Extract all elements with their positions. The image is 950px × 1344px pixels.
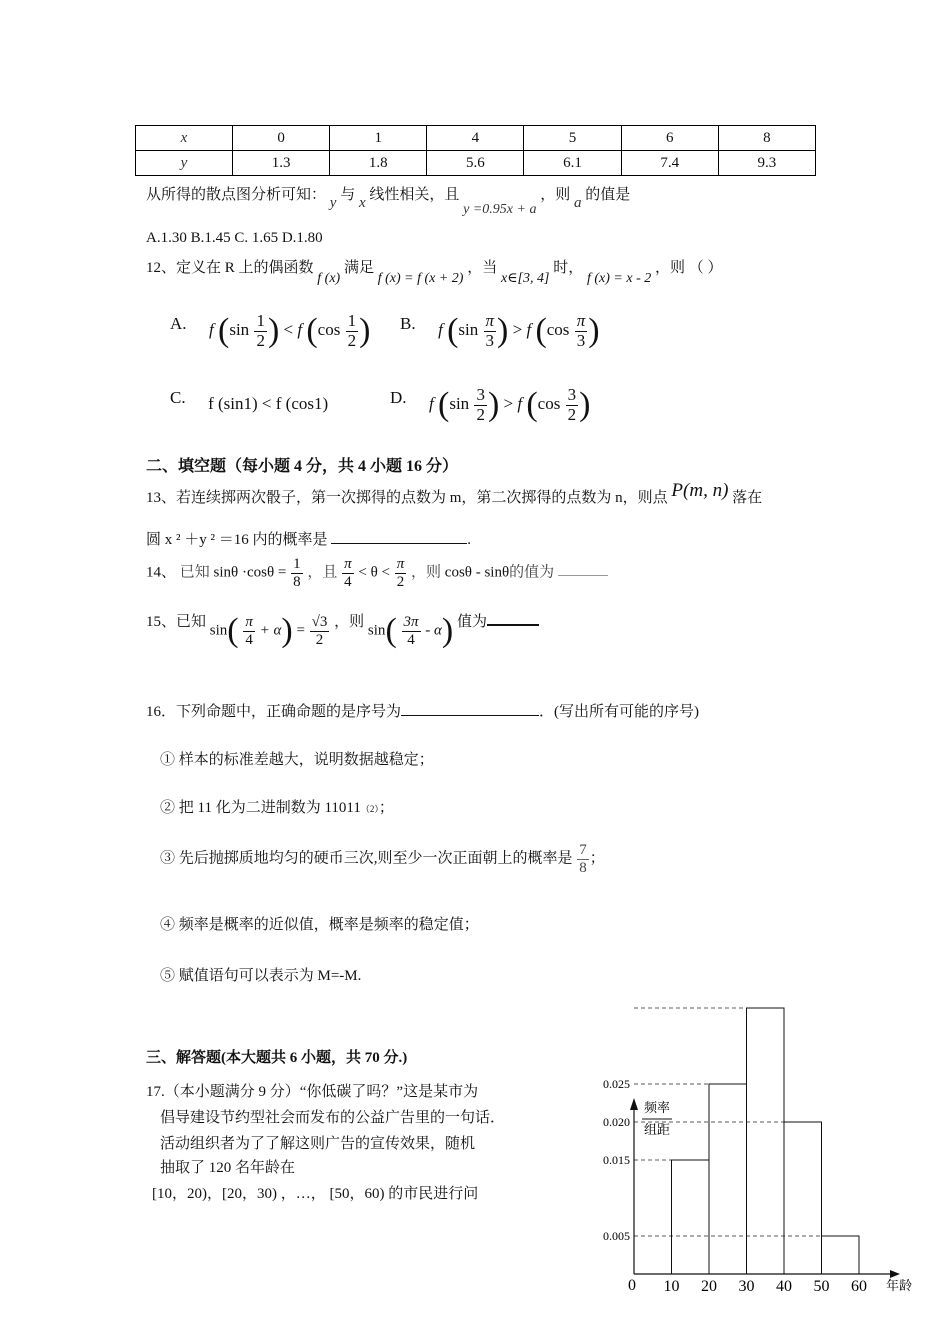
frac-den: 4 xyxy=(245,631,253,648)
math-op: > xyxy=(503,394,514,414)
var-x: x xyxy=(358,195,366,211)
math-op: > xyxy=(512,320,523,340)
table-cell: 6.1 xyxy=(524,151,621,176)
q14-text: 14、 xyxy=(146,564,177,581)
section-2-heading: 二、填空题（每小题 4 分，共 4 小题 16 分） xyxy=(146,458,459,475)
x-axis-label: 年龄 xyxy=(886,1278,913,1293)
x-tick-label: 40 xyxy=(776,1278,792,1295)
frac-den: 2 xyxy=(396,573,405,590)
regression-equation: y =0.95x + a xyxy=(463,202,537,217)
math-op: < xyxy=(283,320,294,340)
q13-text: 落在 xyxy=(732,490,763,506)
q11-text: 线性相关，且 xyxy=(369,187,460,203)
math-point: P(m, n) xyxy=(671,480,729,501)
subscript-base: （2） xyxy=(360,804,379,814)
math-f: f xyxy=(209,320,214,340)
table-row-x xyxy=(136,126,816,151)
q11-text: 从所得的散点图分析可知： xyxy=(146,187,327,203)
math-expression: < θ < xyxy=(358,564,390,581)
y-tick-label: 0.015 xyxy=(603,1153,630,1167)
option-label: D. xyxy=(390,388,407,408)
math-expression: + α xyxy=(259,622,282,639)
answer-blank[interactable] xyxy=(401,715,539,716)
frac-num: 3π xyxy=(403,614,419,630)
frac-den: 8 xyxy=(293,573,301,590)
frac-den: 2 xyxy=(347,330,357,350)
table-cell: 1.8 xyxy=(330,151,427,176)
table-cell: 9.3 xyxy=(718,151,815,176)
frac-den: 3 xyxy=(576,330,586,350)
x-tick-label: 50 xyxy=(813,1278,830,1295)
y-axis-label-top: 频率 xyxy=(644,1100,671,1115)
q15-text: ，则 xyxy=(334,614,365,631)
frequency-histogram xyxy=(590,1077,930,1310)
q15-text: 15、已知 xyxy=(146,614,207,631)
data-table xyxy=(135,125,816,176)
frac-den: 3 xyxy=(485,330,495,350)
q17-line-3: 活动组织者为了了解这则广告的宣传效果，随机 xyxy=(160,1136,476,1152)
answer-blank[interactable] xyxy=(558,575,608,576)
q13-line2: 圆 x ² ＋y ² ＝16 内的概率是 . xyxy=(146,532,471,548)
histogram-bar xyxy=(822,1236,860,1274)
math-condition: f (x) = x - 2 xyxy=(586,271,652,286)
frac-num: π xyxy=(396,556,405,572)
histogram-bar xyxy=(672,1160,710,1274)
q14-text: 的值为 xyxy=(509,564,555,581)
y-axis-label-bottom: 组距 xyxy=(644,1122,671,1137)
q11-text: 的值是 xyxy=(585,187,631,203)
frac-num: 3 xyxy=(567,385,577,404)
q12-statement xyxy=(146,256,723,286)
q17-line-2: 倡导建设节约型社会而发布的公益广告里的一句话． xyxy=(160,1110,506,1126)
table-cell: 8 xyxy=(718,126,815,151)
q16-item-1: ① 样本的标准差越大，说明数据越稳定； xyxy=(160,752,434,768)
frac-num: π xyxy=(245,614,253,630)
math-f: f xyxy=(438,320,443,340)
math-fx: f (x) xyxy=(317,271,341,286)
table-row-y xyxy=(136,151,816,176)
frac-num: 1 xyxy=(256,311,265,330)
histogram-bar xyxy=(709,1084,747,1274)
frac-num: π xyxy=(576,311,586,330)
frac-den: 8 xyxy=(579,859,587,876)
table-cell: 5 xyxy=(524,126,621,151)
frac-num: 1 xyxy=(347,311,357,330)
math-expression: cosθ - sinθ xyxy=(444,564,510,581)
q12-text: 满足 xyxy=(343,260,374,276)
math-expression: - α xyxy=(425,622,442,639)
answer-blank[interactable] xyxy=(331,543,467,544)
option-label: B. xyxy=(400,314,416,334)
origin-label: 0 xyxy=(628,1277,636,1294)
x-tick-label: 60 xyxy=(851,1278,867,1295)
q12-option-d: D. f (sin $\frac{3}{2}$ ) > f (cos $\frac{3}{2}$ ) xyxy=(390,385,591,424)
table-cell: 1 xyxy=(330,126,427,151)
table-cell: 4 xyxy=(427,126,524,151)
q16-item-text: ③ 先后抛掷质地均匀的硬币三次,则至少一次正面朝上的概率是 xyxy=(160,850,573,867)
q12-text: ，则 （ ） xyxy=(655,260,723,276)
q16-text: ．(写出所有可能的序号) xyxy=(539,704,700,720)
q11-text: 与 xyxy=(340,187,356,203)
frac-den: 2 xyxy=(567,404,577,424)
math-interval: x∈[3, 4] xyxy=(500,271,550,286)
math-fn: cos xyxy=(537,394,561,414)
q13-line1 xyxy=(146,480,763,508)
table-header-y: y xyxy=(136,151,233,176)
frac-num: π xyxy=(344,556,352,572)
frac-num: 7 xyxy=(579,842,587,858)
q14-text: 已知 xyxy=(179,564,210,581)
math-f: f xyxy=(526,320,532,340)
table-cell: 5.6 xyxy=(427,151,524,176)
frac-num: 1 xyxy=(293,556,301,572)
q12-option-c xyxy=(170,388,329,414)
math-fn: sin xyxy=(367,622,386,639)
q16-item-text: ； xyxy=(589,850,605,867)
q16-item-text: ② 把 11 化为二进制数为 11011 xyxy=(160,800,361,816)
x-tick-label: 20 xyxy=(701,1278,717,1295)
y-tick-label: 0.020 xyxy=(603,1115,630,1129)
q16-item-3 xyxy=(160,842,605,876)
frac-num: π xyxy=(485,311,495,330)
frac-den: 2 xyxy=(476,404,485,424)
q14-text: ，则 xyxy=(411,564,442,581)
q11-text: ，则 xyxy=(540,187,571,203)
math-expression: f (sin1) < f (cos1) xyxy=(208,394,329,413)
x-tick-label: 30 xyxy=(738,1278,755,1295)
histogram-bar xyxy=(747,1008,785,1274)
q15-statement: 15、已知 sin( $\frac{\pi}{4}$ + α) = $\frac{√3}{2}$ ，则 sin( $\frac{3\pi}{4}$ - α) 值为 xyxy=(146,612,539,650)
q17-line-1: 17.（本小题满分 9 分）“你低碳了吗？”这是某市为 xyxy=(146,1084,479,1100)
q16-item-text: ； xyxy=(378,800,394,816)
q12-text: 12、定义在 R 上的偶函数 xyxy=(146,260,314,276)
math-fn: cos xyxy=(317,320,341,340)
math-f: f xyxy=(297,320,303,340)
q16-stem xyxy=(146,700,699,721)
q16-text: 16．下列命题中，正确命题的是序号为 xyxy=(146,704,402,720)
q11-options: A.1.30 B.1.45 C. 1.65 D.1.80 xyxy=(146,230,323,246)
q12-option-b: B. f (sin $\frac{\pi}{3}$ ) > f (cos $\frac{\pi}{3}$ ) xyxy=(400,311,600,350)
frac-den: 2 xyxy=(315,631,324,648)
frac-den: 4 xyxy=(407,631,415,648)
x-axis-arrow xyxy=(890,1270,900,1278)
q17-line-5: [10，20)，[20，30) ，…， [50，60) 的市民进行问 xyxy=(152,1186,479,1202)
var-y: y xyxy=(329,195,337,211)
y-tick-label: 0.005 xyxy=(603,1229,630,1243)
q16-item-4: ④ 频率是概率的近似值，概率是频率的稳定值； xyxy=(160,917,479,933)
table-cell: 0 xyxy=(233,126,330,151)
q12-text: ，当 xyxy=(467,260,498,276)
q12-text: 时， xyxy=(553,260,584,276)
table-header-x: x xyxy=(136,126,233,151)
math-fn: sin xyxy=(458,320,479,340)
table-cell: 7.4 xyxy=(621,151,718,176)
q17-line-4: 抽取了 120 名年龄在 xyxy=(160,1160,296,1176)
math-fn: cos xyxy=(546,320,570,340)
option-label: C. xyxy=(170,388,186,407)
frac-num: √3 xyxy=(311,614,328,630)
math-condition: f (x) = f (x + 2) xyxy=(377,271,464,286)
math-fn: sin xyxy=(209,622,228,639)
q16-item-2 xyxy=(160,796,394,817)
math-f: f xyxy=(429,394,434,414)
q16-item-5: ⑤ 赋值语句可以表示为 M=-M. xyxy=(160,968,362,984)
histogram-bar xyxy=(784,1122,822,1274)
math-fn: sin xyxy=(449,394,470,414)
frac-den: 4 xyxy=(344,573,352,590)
q13-text: 13、若连续掷两次骰子，第一次掷得的点数为 m，第二次掷得的点数为 n，则点 xyxy=(146,490,668,506)
q14-statement xyxy=(146,556,608,590)
section-3-heading: 三、解答题(本大题共 6 小题，共 70 分.) xyxy=(146,1050,408,1066)
q14-text: ，且 xyxy=(307,564,338,581)
x-tick-label: 10 xyxy=(663,1278,680,1295)
var-a: a xyxy=(573,195,582,211)
q11-statement xyxy=(146,183,631,217)
q12-option-a: A. f (sin $\frac{1}{2}$ ) < f (cos $\frac{1}{2}$ ) xyxy=(170,311,371,350)
table-cell: 1.3 xyxy=(233,151,330,176)
math-expression: sinθ ·cosθ = xyxy=(213,564,287,581)
q15-text: 值为 xyxy=(456,614,487,631)
q13-text: 圆 x ² ＋y ² ＝16 内的概率是 xyxy=(146,532,328,548)
y-tick-label: 0.025 xyxy=(603,1077,630,1091)
frac-den: 2 xyxy=(256,330,265,350)
frac-num: 3 xyxy=(476,385,485,404)
option-label: A. xyxy=(170,314,187,334)
y-axis-arrow xyxy=(630,1098,638,1110)
table-cell: 6 xyxy=(621,126,718,151)
math-f: f xyxy=(517,394,523,414)
math-fn: sin xyxy=(229,320,250,340)
answer-blank[interactable] xyxy=(487,624,539,626)
math-op: = xyxy=(296,622,305,639)
